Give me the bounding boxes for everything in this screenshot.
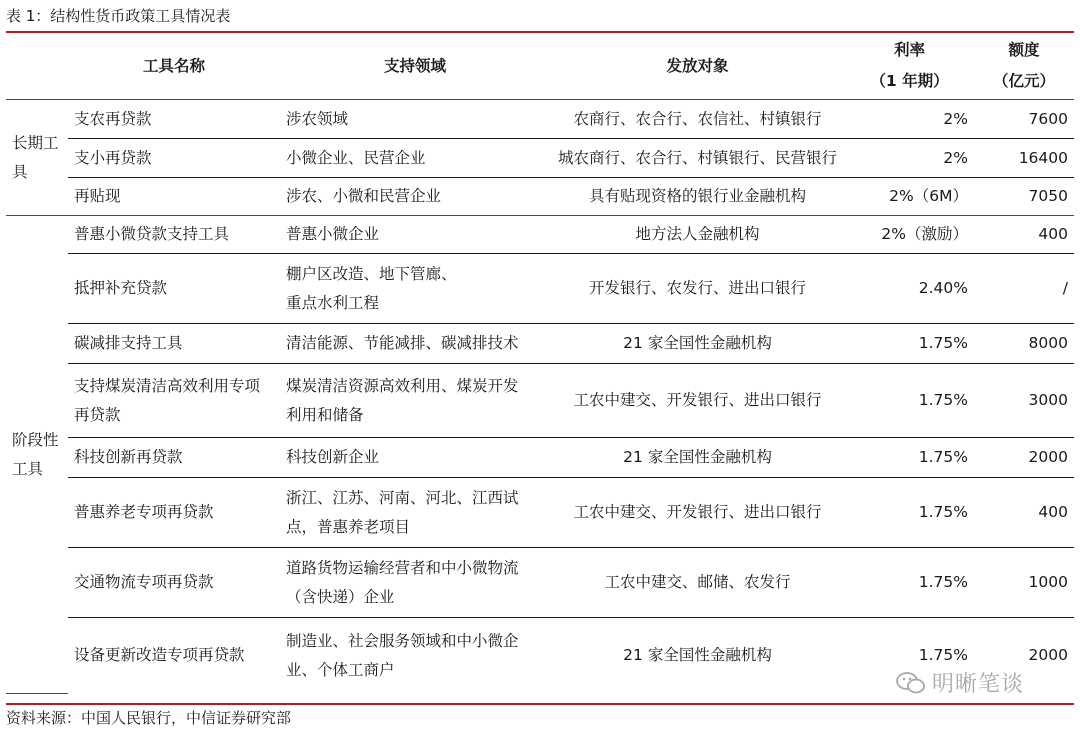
support-area-line: 煤炭清洁资源高效利用、煤炭开发 (286, 376, 519, 395)
support-area-line: 清洁能源、节能减排、碳减排技术 (286, 334, 519, 352)
cell-target: 工农中建交、开发银行、进出口银行 (573, 391, 822, 409)
cell-target: 工农中建交、开发银行、进出口银行 (573, 503, 822, 521)
cell-target: 21 家全国性金融机构 (623, 646, 772, 665)
cell-amount: 2000 (1028, 646, 1068, 665)
cell-amount: 7600 (1028, 109, 1068, 128)
cell-tool-name: 普惠小微贷款支持工具 (74, 225, 230, 243)
support-area-line: 涉农、小微和民营企业 (286, 187, 442, 205)
cell-tool-name: 科技创新再贷款 (74, 448, 183, 466)
header-rate-line2: （1 年期） (870, 72, 949, 90)
table-row (6, 478, 1074, 548)
cell-rate: 2%（激励） (881, 225, 968, 243)
support-area-line: 普惠小微企业 (286, 225, 380, 243)
header-rate-line1: 利率 (893, 41, 925, 59)
cell-amount: 16400 (1018, 148, 1068, 167)
table-row (6, 364, 1074, 438)
support-area-line: 点，普惠养老项目 (286, 517, 411, 536)
cell-support-area (280, 100, 550, 139)
watermark (896, 667, 1024, 698)
header-amount (974, 33, 1074, 100)
cell-target: 地方法人金融机构 (635, 225, 760, 243)
cell-amount: / (1062, 279, 1068, 297)
support-area-line: 小微企业、民营企业 (286, 148, 426, 167)
group-stage: 阶段性工具 (6, 216, 68, 694)
cell-support-area (280, 618, 550, 694)
cell-support-area (280, 216, 550, 254)
cell-rate: 1.75% (918, 391, 968, 409)
header-support-area: 支持领域 (383, 56, 446, 75)
cell-amount: 400 (1038, 225, 1068, 243)
header-tool-name: 工具名称 (142, 56, 205, 75)
cell-rate: 2% (943, 148, 968, 167)
cell-tool-name: 碳减排支持工具 (74, 334, 183, 352)
cell-tool-name: 抵押补充贷款 (74, 279, 168, 297)
cell-amount: 3000 (1028, 391, 1068, 409)
header-amount-line2: （亿元） (992, 72, 1055, 90)
group-long-term: 长期工具 (6, 100, 68, 216)
cell-amount: 7050 (1028, 187, 1068, 205)
table-row (6, 254, 1074, 324)
support-area-line: 利用和储备 (286, 405, 364, 424)
cell-support-area (280, 254, 550, 324)
cell-tool-name: 设备更新改造专项再贷款 (74, 646, 245, 665)
support-area-line: 浙江、江苏、河南、河北、江西试 (286, 488, 519, 507)
table-row (6, 178, 1074, 216)
table-row (6, 324, 1074, 364)
cell-tool-name: 交通物流专项再贷款 (74, 573, 214, 591)
cell-rate: 1.75% (918, 573, 968, 591)
cell-target: 21 家全国性金融机构 (623, 334, 772, 352)
cell-rate: 1.75% (918, 334, 968, 352)
wechat-icon (896, 671, 926, 695)
cell-tool-name: 再贴现 (74, 187, 121, 205)
cell-rate: 2.40% (918, 279, 968, 297)
support-area-line: （含快递）企业 (286, 587, 395, 606)
cell-rate: 2% (943, 109, 968, 128)
support-area-line: 重点水利工程 (286, 293, 380, 312)
table-header-row (6, 33, 1074, 100)
cell-amount: 1000 (1028, 573, 1068, 591)
cell-target: 农商行、农合行、农信社、村镇银行 (573, 109, 822, 128)
cell-target: 工农中建交、邮储、农发行 (604, 573, 791, 591)
cell-support-area (280, 139, 550, 178)
cell-rate: 1.75% (918, 448, 968, 466)
table-caption: 表 1：结构性货币政策工具情况表 (6, 7, 231, 25)
cell-amount: 8000 (1028, 334, 1068, 352)
table-row (6, 216, 1074, 254)
table-row (6, 438, 1074, 478)
table-row (6, 139, 1074, 178)
cell-support-area (280, 364, 550, 438)
cell-target: 21 家全国性金融机构 (623, 448, 772, 466)
cell-tool-name: 普惠养老专项再贷款 (74, 503, 214, 521)
cell-support-area (280, 178, 550, 216)
cell-tool-name: 支小再贷款 (74, 148, 152, 167)
cell-tool-name: 支农再贷款 (74, 109, 152, 128)
cell-support-area (280, 324, 550, 364)
header-amount-line1: 额度 (1008, 41, 1040, 59)
support-area-line: 道路货物运输经营者和中小微物流 (286, 558, 519, 577)
cell-support-area (280, 548, 550, 618)
cell-target: 城农商行、农合行、村镇银行、民营银行 (557, 148, 837, 167)
source-note: 资料来源：中国人民银行，中信证券研究部 (6, 709, 292, 727)
header-group (6, 33, 68, 100)
cell-amount: 400 (1038, 503, 1068, 521)
table-body (6, 100, 1074, 694)
support-area-line: 涉农领域 (286, 109, 349, 128)
support-area-line: 制造业、社会服务领域和中小微企 (286, 631, 519, 650)
cell-tool-name: 支持煤炭清洁高效利用专项再贷款 (74, 376, 261, 424)
cell-target: 具有贴现资格的银行业金融机构 (588, 187, 806, 205)
cell-support-area (280, 478, 550, 548)
cell-rate: 1.75% (918, 646, 968, 665)
support-area-line: 业、个体工商户 (286, 660, 395, 679)
cell-amount: 2000 (1028, 448, 1068, 466)
header-target: 发放对象 (666, 56, 729, 75)
cell-rate: 1.75% (918, 503, 968, 521)
watermark-text: 明晰笔谈 (932, 672, 1025, 697)
header-rate (845, 33, 974, 100)
support-area-line: 科技创新企业 (286, 448, 380, 466)
cell-support-area (280, 438, 550, 478)
cell-target: 开发银行、农发行、进出口银行 (588, 279, 806, 297)
table-row (6, 548, 1074, 618)
policy-tools-table (6, 33, 1074, 694)
support-area-line: 棚户区改造、地下管廊、 (286, 264, 457, 283)
bottom-rule (6, 703, 1074, 705)
cell-rate: 2%（6M） (889, 187, 968, 205)
table-row (6, 100, 1074, 139)
